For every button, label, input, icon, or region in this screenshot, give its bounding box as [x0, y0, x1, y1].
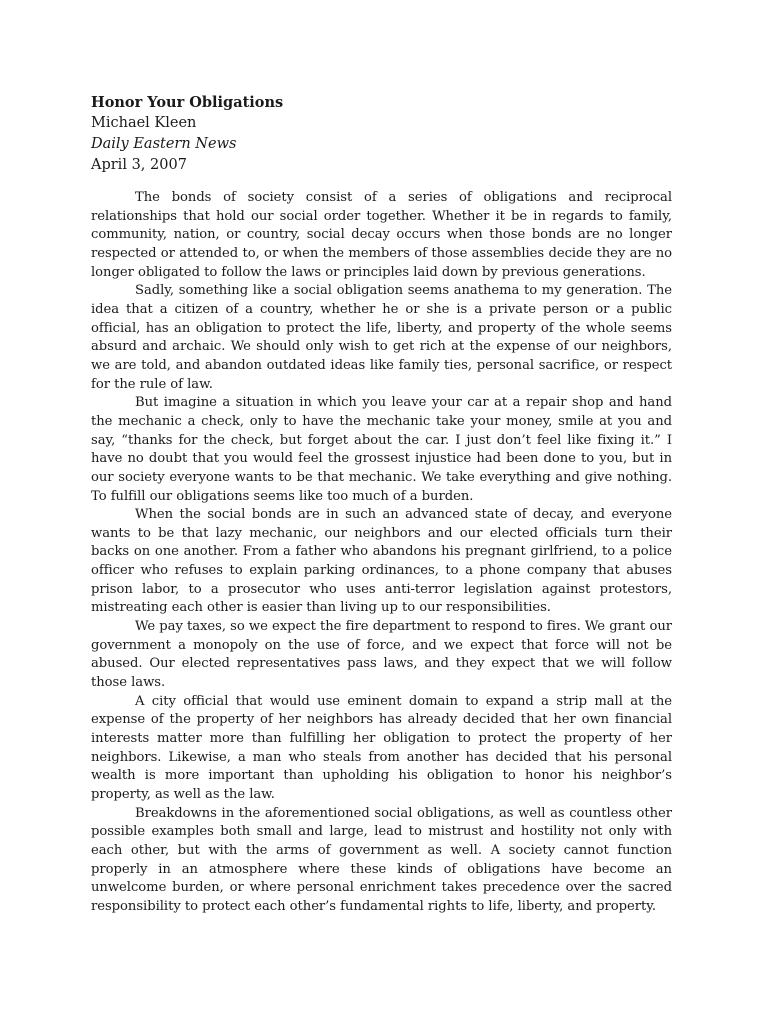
article-publication: Daily Eastern News: [91, 136, 237, 152]
article-author: Michael Kleen: [91, 115, 197, 131]
article-body: [91, 189, 672, 917]
article-date: April 3, 2007: [91, 157, 187, 173]
paragraph-7: Breakdowns in the aforementioned social obligations, as well as countless other possible examples both small and large, lead to mistrust and hostility not only with each other, but with the arms of government as well. A society cannot function properly in an atmosphere where these kinds of obligations have become an unwelcome burden, or where personal enrichment takes precedence over the sacred responsibility to protect each other’s fundamental rights to life, liberty, and property.: [91, 805, 672, 914]
paragraph-6: A city official that would use eminent domain to expand a strip mall at the expense of the property of her neighbors has already decided that her own financial interests matter more than fulfilling her obligation to protect the property of her neighbors. Likewise, a man who steals from another has decided that his personal wealth is more important than upholding his obligation to honor his neighbor’s property, as well as the law.: [91, 693, 672, 802]
document-page: [91, 92, 672, 917]
paragraph-4: When the social bonds are in such an advanced state of decay, and everyone wants to be that lazy mechanic, our neighbors and our elected officials turn their backs on one another. From a father who abandons his pregnant girlfriend, to a police officer who refuses to explain parking ordinances, to a phone company that abuses prison labor, to a prosecutor who uses anti-terror legislation against protestors, mistreating each other is easier than living up to our responsibilities.: [91, 507, 672, 616]
paragraph-1: The bonds of society consist of a series of obligations and reciprocal relationships that hold our social order together. Whether it be in regards to family, community, nation, or country, social decay occurs when those bonds are no longer respected or attended to, or when the members of those assemblies decide they are no longer obligated to follow the laws or principles laid down by previous generations.: [91, 190, 672, 280]
paragraph-3: But imagine a situation in which you leave your car at a repair shop and hand the mechanic a check, only to have the mechanic take your money, smile at you and say, “thanks for the check, but forget about the car. I just don’t feel like fixing it.” I have no doubt that you would feel the grossest injustice had been done to you, but in our society everyone wants to be that mechanic. We take everything and give nothing. To fulfill our obligations seems like too much of a burden.: [91, 395, 672, 504]
article-title: Honor Your Obligations: [91, 94, 284, 111]
paragraph-5: We pay taxes, so we expect the fire department to respond to fires. We grant our government a monopoly on the use of force, and we expect that force will not be abused. Our elected representatives pass laws, and they expect that we will follow those laws.: [91, 619, 672, 691]
paragraph-2: Sadly, something like a social obligation seems anathema to my generation. The idea that a citizen of a country, whether he or she is a private person or a public official, has an obligation to protect the life, liberty, and property of the whole seems absurd and archaic. We should only wish to get rich at the expense of our neighbors, we are told, and abandon outdated ideas like family ties, personal sacrifice, or respect for the rule of law.: [91, 283, 672, 392]
